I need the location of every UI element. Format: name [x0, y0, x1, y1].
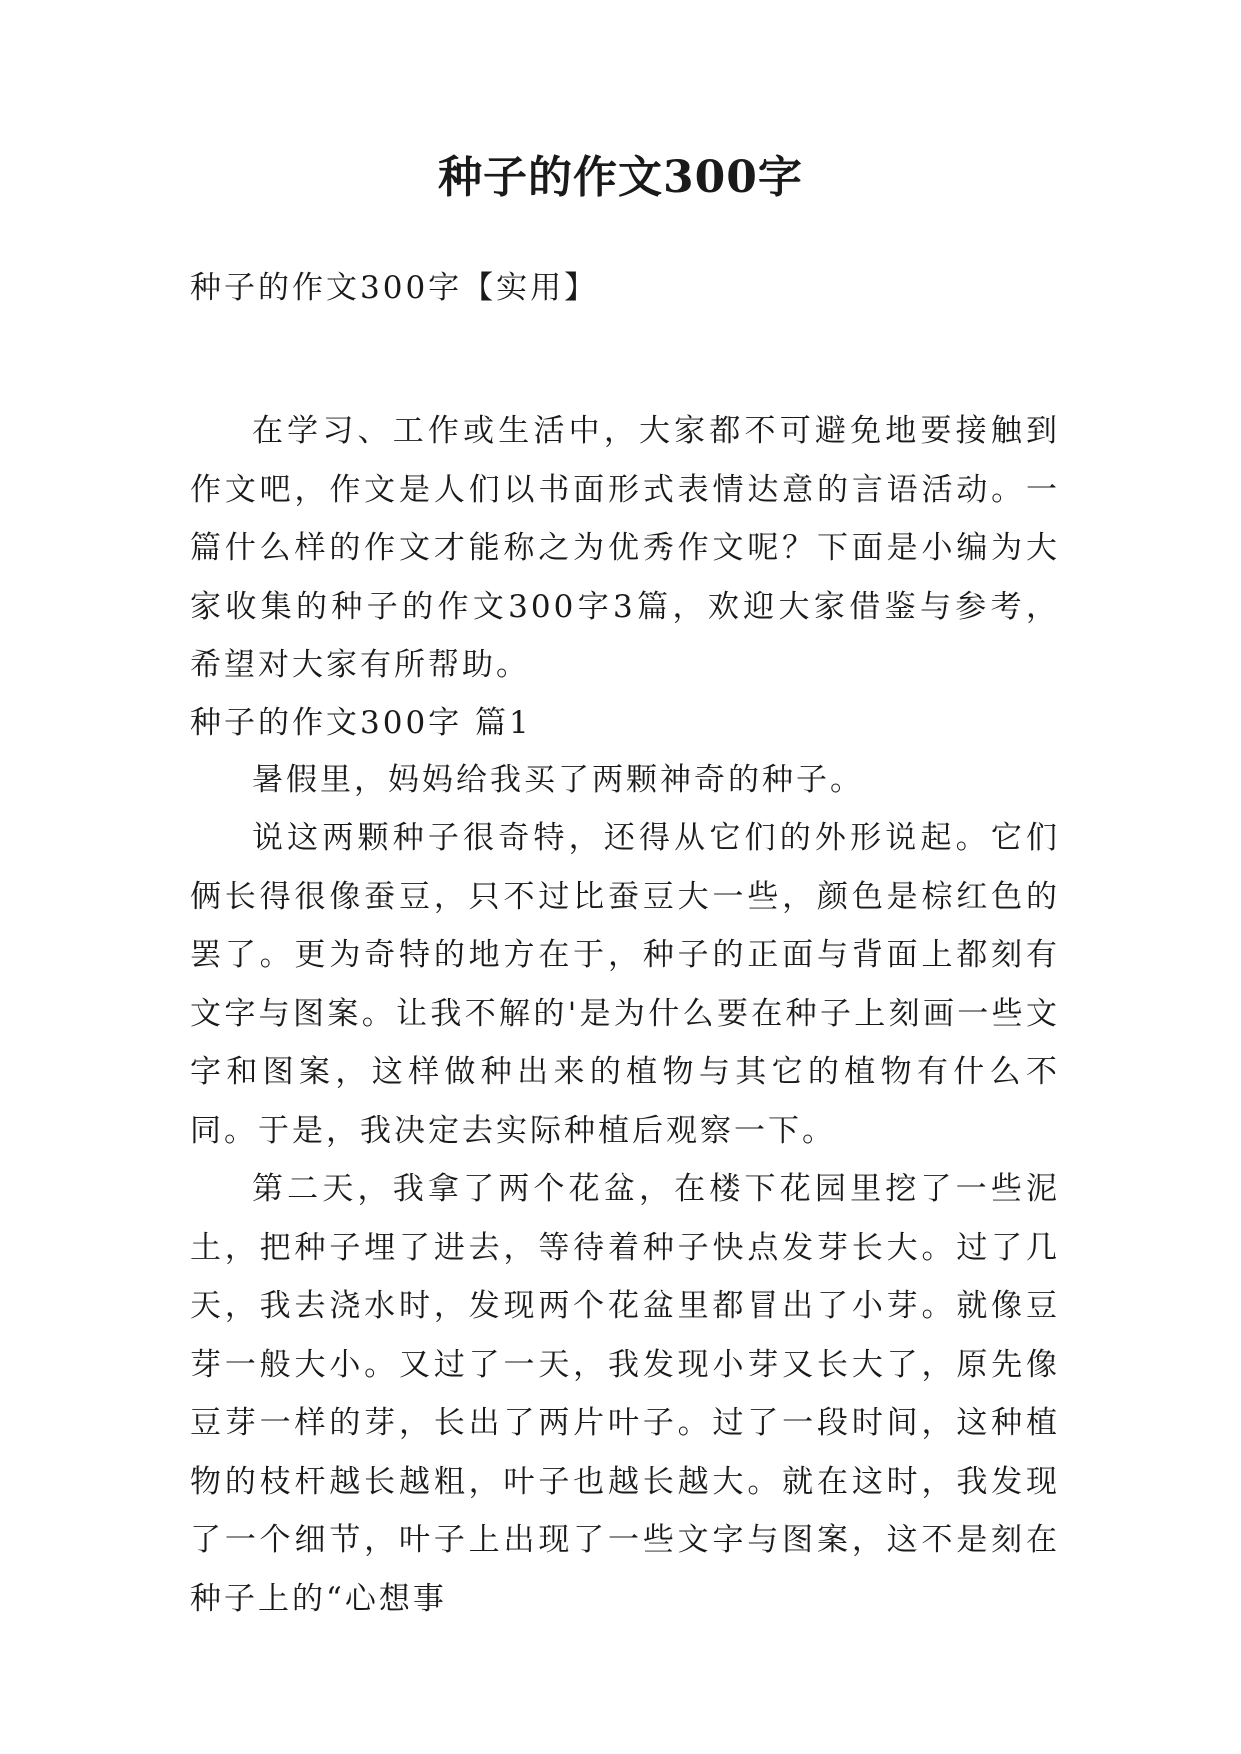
body-paragraph-1: 暑假里，妈妈给我买了两颗神奇的种子。 [252, 761, 864, 798]
body-paragraph-3: 第二天，我拿了两个花盆，在楼下花园里挖了一些泥土，把种子埋了进去，等待着种子快点发芽长大。过了几天，我去浇水时，发现两个花盆里都冒出了小芽。就像豆芽一般大小。又过了一天，我发现小芽又长大了，原先像豆芽一样的芽，长出了两片叶子。过了一段时间，这种植物的枝杆越长越粗，叶子也越长越大。就在这时，我发现了一个细节，叶子上出现了一些文字与图案，这不是刻在种子上的“心想事 [190, 1171, 1060, 1617]
section-heading: 种子的作文300字 篇1 [190, 704, 532, 741]
document-body [190, 260, 1060, 1628]
document-subtitle: 种子的作文300字【实用】 [190, 270, 599, 306]
intro-paragraph: 在学习、工作或生活中，大家都不可避免地要接触到作文吧，作文是人们以书面形式表情达意的言语活动。一篇什么样的作文才能称之为优秀作文呢？下面是小编为大家收集的种子的作文300字3篇，欢迎大家借鉴与参考，希望对大家有所帮助。 [190, 413, 1060, 683]
body-paragraph-2: 说这两颗种子很奇特，还得从它们的外形说起。它们俩长得很像蚕豆，只不过比蚕豆大一些，颜色是棕红色的罢了。更为奇特的地方在于，种子的正面与背面上都刻有文字与图案。让我不解的'是为什么要在种子上刻画一些文字和图案，这样做种出来的植物与其它的植物有什么不同。于是，我决定去实际种植后观察一下。 [190, 820, 1060, 1149]
document-title: 种子的作文300字 [438, 152, 803, 203]
